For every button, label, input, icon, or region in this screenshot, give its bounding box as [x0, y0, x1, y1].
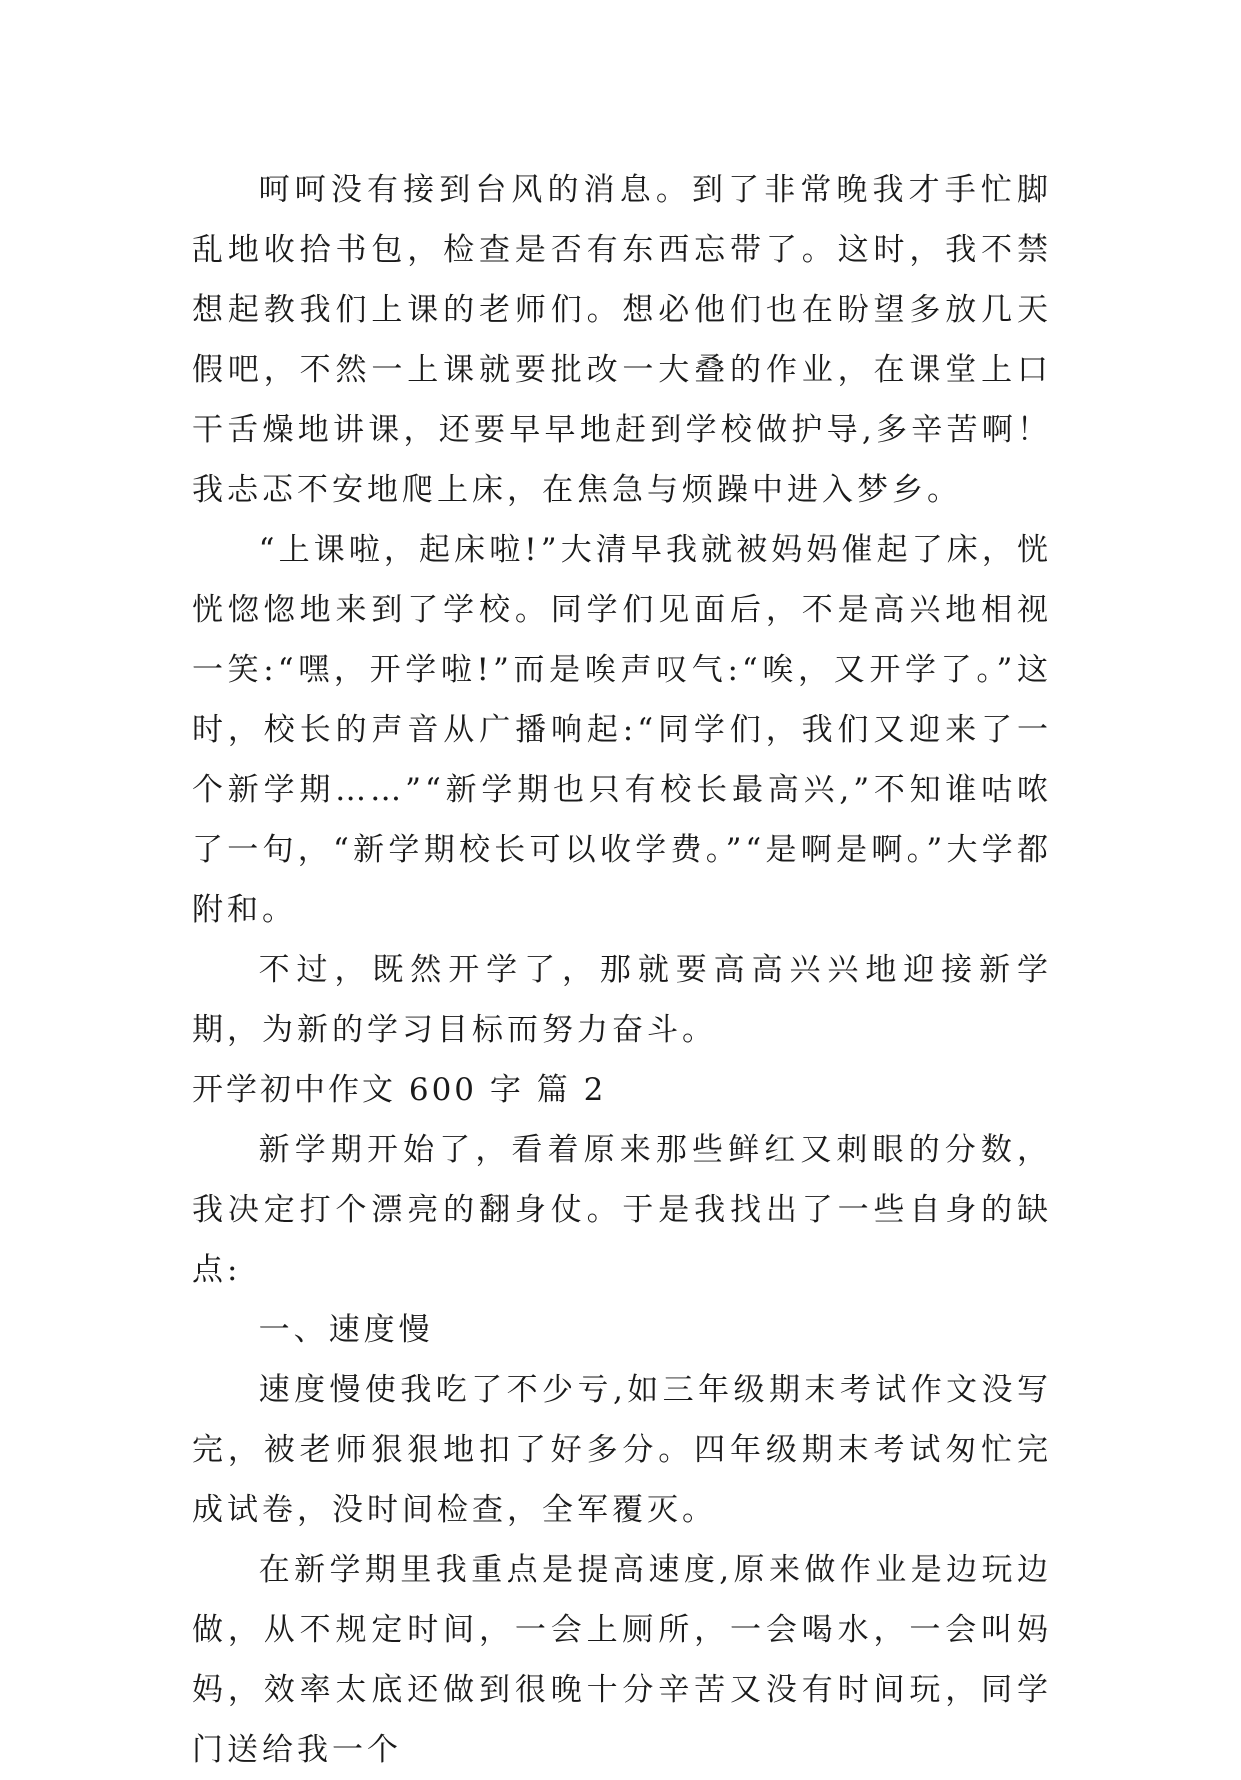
document-body	[192, 160, 1052, 1780]
paragraph-first-day: “上课啦，起床啦!”大清早我就被妈妈催起了床，恍恍惚惚地来到了学校。同学们见面后，不是高兴地相视一笑:“嘿，开学啦!”而是唉声叹气:“唉，又开学了。”这时，校长的声音从广播响起:“同学们，我们又迎来了一个新学期……”“新学期也只有校长最高兴,”不知谁咕哝了一句，“新学期校长可以收学费。”“是啊是啊。”大学都附和。	[192, 532, 1052, 928]
paragraph-speed-plan: 在新学期里我重点是提高速度,原来做作业是边玩边做，从不规定时间，一会上厕所，一会喝水，一会叫妈妈，效率太底还做到很晚十分辛苦又没有时间玩，同学门送给我一个	[192, 1552, 1052, 1768]
paragraph-conclusion: 不过，既然开学了，那就要高高兴兴地迎接新学期，为新的学习目标而努力奋斗。	[192, 952, 1052, 1048]
paragraph-speed-problem: 速度慢使我吃了不少亏,如三年级期末考试作文没写完，被老师狠狠地扣了好多分。四年级期末考试匆忙完成试卷，没时间检查，全军覆灭。	[192, 1372, 1052, 1528]
paragraph-new-semester: 新学期开始了，看着原来那些鲜红又刺眼的分数，我决定打个漂亮的翻身仗。于是我找出了一些自身的缺点:	[192, 1132, 1052, 1288]
subheading-speed: 一、速度慢	[258, 1312, 434, 1348]
paragraph-typhoon-night: 呵呵没有接到台风的消息。到了非常晚我才手忙脚乱地收拾书包，检查是否有东西忘带了。这时，我不禁想起教我们上课的老师们。想必他们也在盼望多放几天假吧，不然一上课就要批改一大叠的作业，在课堂上口干舌燥地讲课，还要早早地赶到学校做护导,多辛苦啊！我忐忑不安地爬上床，在焦急与烦躁中进入梦乡。	[192, 172, 1052, 508]
section-heading: 开学初中作文 600 字 篇 2	[192, 1072, 607, 1108]
